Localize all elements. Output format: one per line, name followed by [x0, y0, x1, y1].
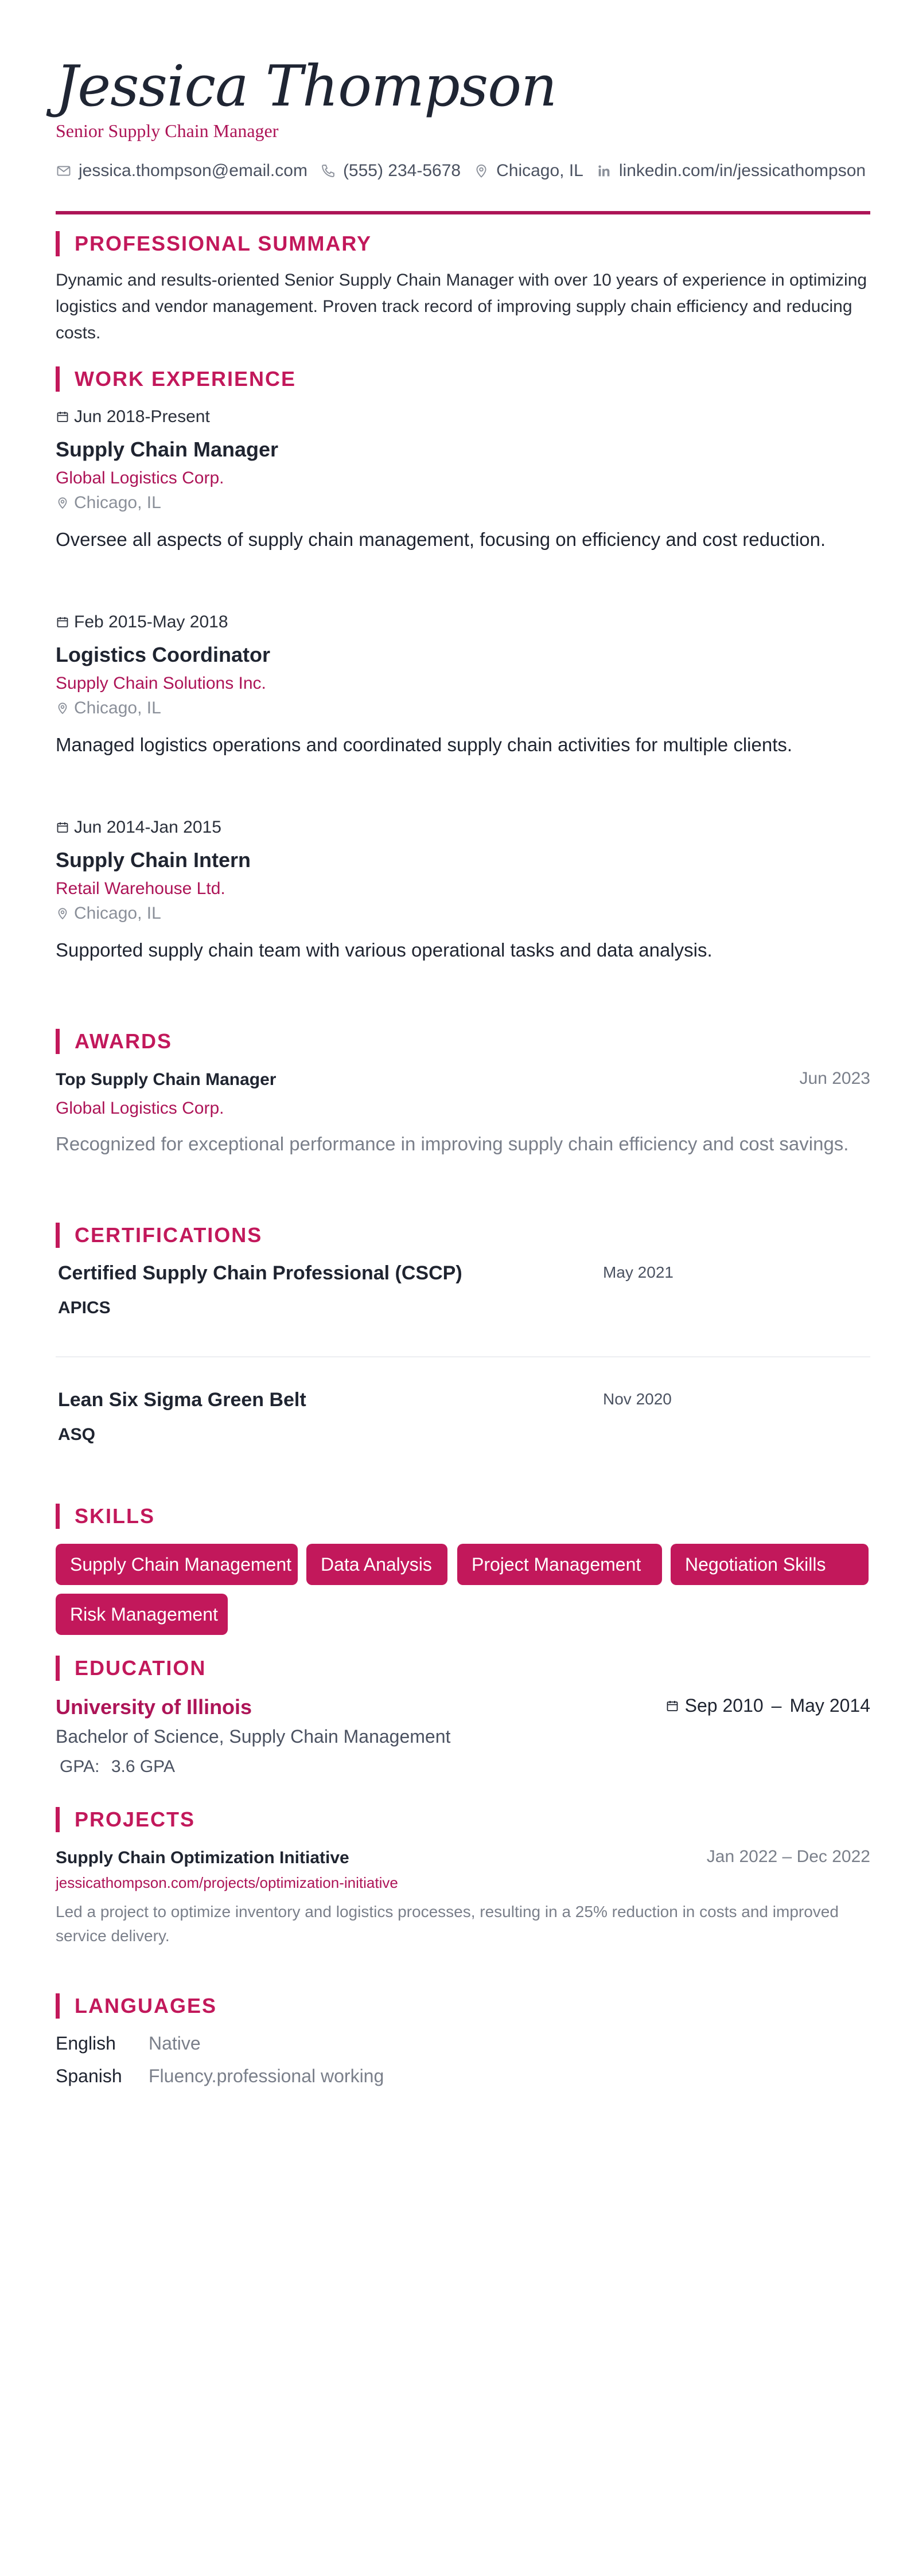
project-dates: Jan 2022 – Dec 2022 — [706, 1847, 870, 1866]
skill-tag: Project Management — [457, 1544, 662, 1585]
certification-name: Certified Supply Chain Professional (CSCP) — [58, 1262, 462, 1284]
section-accent-bar — [56, 231, 60, 256]
job-dates-text: Feb 2015-May 2018 — [74, 612, 228, 631]
section-title: WORK EXPERIENCE — [75, 367, 297, 391]
project-description: Led a project to optimize inventory and logistics processes, resulting in a 25% reduction in costs and improved service delivery. — [56, 1903, 839, 1945]
section-skills-heading — [56, 1503, 155, 1529]
location-pin-icon — [473, 163, 489, 179]
linkedin-icon — [596, 163, 612, 179]
job-title: Supply Chain Intern — [56, 848, 251, 872]
section-title: PROFESSIONAL SUMMARY — [75, 232, 372, 255]
job-company: Global Logistics Corp. — [56, 469, 224, 487]
section-title: PROJECTS — [75, 1808, 196, 1831]
certification-date: May 2021 — [603, 1263, 673, 1281]
certification-name: Lean Six Sigma Green Belt — [58, 1389, 306, 1411]
education-degree: Bachelor of Science, Supply Chain Management — [56, 1726, 451, 1747]
email-text: jessica.thompson@email.com — [79, 161, 307, 180]
language-name: English — [56, 2033, 116, 2054]
phone-icon — [320, 163, 336, 179]
gpa-label: GPA: — [60, 1757, 100, 1776]
section-accent-bar — [56, 1993, 60, 2019]
award-date: Jun 2023 — [799, 1069, 870, 1088]
education-dates — [665, 1695, 870, 1716]
skill-tag: Supply Chain Management — [56, 1544, 298, 1585]
section-title: AWARDS — [75, 1029, 173, 1053]
certification-date: Nov 2020 — [603, 1390, 672, 1408]
location-pin-icon — [56, 701, 69, 715]
job-location — [56, 493, 161, 513]
job-dates-text: Jun 2014-Jan 2015 — [74, 818, 221, 837]
section-accent-bar — [56, 366, 60, 392]
education-school: University of Illinois — [56, 1695, 252, 1719]
job-title: Logistics Coordinator — [56, 643, 271, 666]
section-experience-heading — [56, 366, 296, 392]
section-summary-heading — [56, 231, 372, 257]
job-description: Supported supply chain team with various operational tasks and data analysis. — [56, 939, 713, 961]
section-title: LANGUAGES — [75, 1994, 217, 2017]
job-title: Supply Chain Manager — [56, 438, 279, 461]
location-pin-icon — [56, 496, 69, 510]
contact-email[interactable] — [56, 161, 307, 181]
section-title: SKILLS — [75, 1504, 155, 1528]
summary-text: Dynamic and results-oriented Senior Supply Chain Manager with over 10 years of experience in optimizing logistics and vendor management. Proven track record of improving supply chain efficiency and reducing costs. — [56, 271, 867, 342]
award-description: Recognized for exceptional performance in improving supply chain efficiency and cost savings. — [56, 1133, 849, 1154]
gpa-value: 3.6 GPA — [111, 1757, 175, 1776]
email-icon — [56, 163, 72, 179]
section-title: EDUCATION — [75, 1656, 207, 1680]
language-name: Spanish — [56, 2066, 122, 2086]
certification-org: ASQ — [58, 1425, 96, 1444]
section-projects-heading — [56, 1806, 195, 1833]
calendar-icon — [665, 1699, 679, 1713]
skill-tag: Data Analysis — [306, 1544, 447, 1585]
section-accent-bar — [56, 1807, 60, 1832]
header-divider — [56, 211, 870, 214]
job-location-text: Chicago, IL — [74, 904, 161, 923]
education-gpa — [60, 1757, 175, 1777]
job-location-text: Chicago, IL — [74, 698, 161, 717]
section-education-heading — [56, 1655, 206, 1681]
section-accent-bar — [56, 1029, 60, 1054]
calendar-icon — [56, 821, 69, 834]
contact-linkedin[interactable] — [596, 161, 866, 181]
job-location — [56, 698, 161, 718]
job-location — [56, 904, 161, 923]
project-title: Supply Chain Optimization Initiative — [56, 1848, 349, 1867]
section-title: CERTIFICATIONS — [75, 1223, 263, 1247]
job-description: Oversee all aspects of supply chain management, focusing on efficiency and cost reduction. — [56, 529, 826, 550]
language-level: Fluency.professional working — [149, 2066, 384, 2086]
language-level: Native — [149, 2033, 201, 2054]
skill-tag: Negotiation Skills — [671, 1544, 869, 1585]
location-pin-icon — [56, 907, 69, 920]
section-accent-bar — [56, 1504, 60, 1529]
calendar-icon — [56, 615, 69, 629]
education-end: May 2014 — [789, 1695, 870, 1716]
job-company: Supply Chain Solutions Inc. — [56, 674, 266, 693]
contact-location — [473, 161, 583, 181]
calendar-icon — [56, 410, 69, 424]
education-date-separator: – — [771, 1695, 782, 1716]
section-accent-bar — [56, 1656, 60, 1681]
education-start: Sep 2010 — [684, 1695, 764, 1716]
job-location-text: Chicago, IL — [74, 493, 161, 512]
award-issuer: Global Logistics Corp. — [56, 1099, 224, 1118]
award-title: Top Supply Chain Manager — [56, 1070, 277, 1089]
job-company: Retail Warehouse Ltd. — [56, 879, 225, 898]
job-dates — [56, 407, 210, 427]
job-dates-text: Jun 2018-Present — [74, 407, 210, 426]
job-dates — [56, 818, 221, 837]
candidate-name: Jessica Thompson — [56, 54, 557, 119]
candidate-role: Senior Supply Chain Manager — [56, 120, 279, 141]
job-description: Managed logistics operations and coordinated supply chain activities for multiple clients. — [56, 734, 793, 755]
location-text: Chicago, IL — [496, 161, 583, 180]
section-languages-heading — [56, 1993, 217, 2019]
certification-divider — [56, 1356, 870, 1357]
phone-text: (555) 234-5678 — [342, 161, 461, 180]
linkedin-text: linkedin.com/in/jessicathompson — [618, 161, 866, 180]
project-link[interactable]: jessicathompson.com/projects/optimization-initiative — [56, 1874, 398, 1891]
section-awards-heading — [56, 1028, 172, 1055]
section-accent-bar — [56, 1223, 60, 1248]
skill-tag: Risk Management — [56, 1594, 228, 1635]
contact-phone[interactable] — [320, 161, 461, 181]
job-dates — [56, 612, 228, 632]
section-certifications-heading — [56, 1222, 262, 1248]
contact-bar — [56, 159, 878, 182]
certification-org: APICS — [58, 1298, 111, 1317]
